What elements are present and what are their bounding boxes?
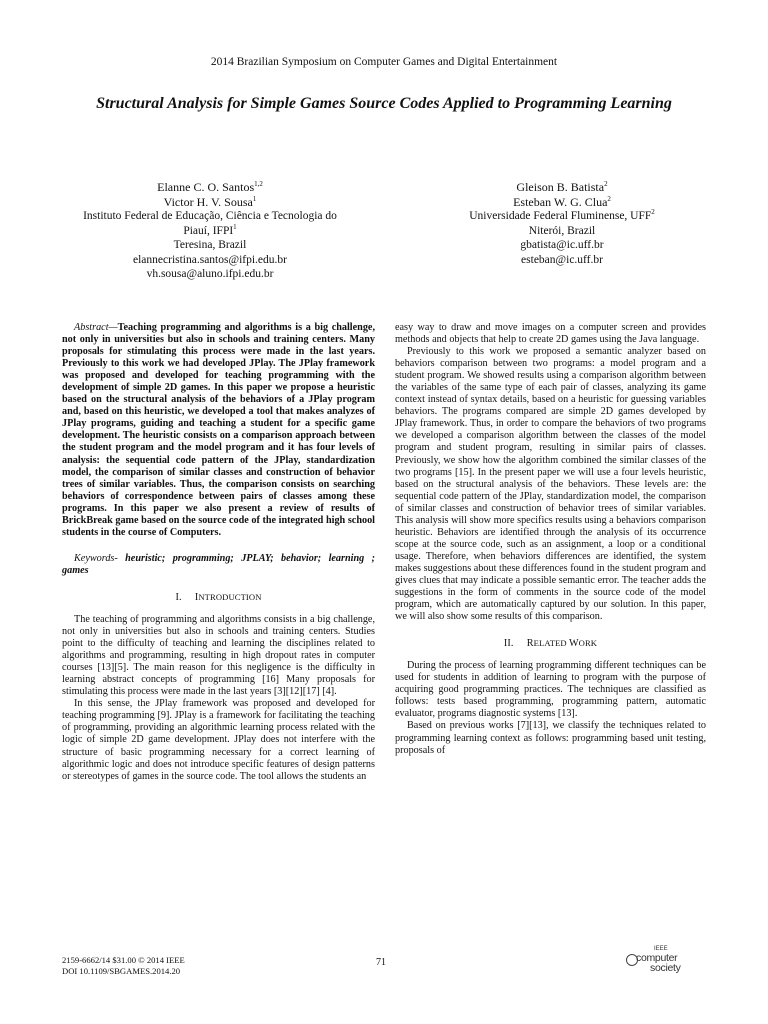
conference-header: 2014 Brazilian Symposium on Computer Games and Digital Entertainment	[210, 56, 558, 68]
page-number: 71	[376, 957, 386, 968]
body-paragraph: easy way to draw and move images on a computer screen and provides methods and objects that help to create 2D games using the Java language.	[395, 322, 706, 346]
keywords	[62, 553, 375, 577]
footer-copyright: 2159-6662/14 $31.00 © 2014 IEEE DOI 10.1109/SBGAMES.2014.20	[62, 955, 185, 976]
paper-title: Structural Analysis for Simple Games Source Codes Applied to Programming Learning	[96, 95, 672, 112]
author-name: Esteban W. G. Clua$^2$	[513, 194, 611, 209]
author-name: Victor H. V. Sousa$^1$	[163, 194, 257, 209]
abstract-label: Abstract—	[74, 322, 118, 333]
related-paragraph: During the process of learning programming different techniques can be used for students in addition of learning to program with the purpose of acquiring good programming practices. The techniques are classified as follows: tests based programming, programming pattern, automatic evaluator, programs diagnostic systems [13].	[395, 660, 706, 720]
authors-right	[412, 180, 712, 267]
author-email: esteban@ic.uff.br	[521, 253, 603, 266]
author-email: vh.sousa@aluno.ifpi.edu.br	[146, 268, 274, 280]
intro-paragraph: In this sense, the JPlay framework was proposed and developed for teaching programming [9]. JPlay is a framework for facilitating the teaching of programming, providing an algorithmic learning process related with the logic of simple 2D game development. JPlay does not interfere with the structure of basic programming necessary for a correct learning of algorithmic logic and does not introduce specific features of design patterns or stereotypes of games in the source code. The tool allows the students an	[62, 698, 375, 782]
related-paragraph: Based on previous works [7][13], we classify the techniques related to programming learning context as follows: programming based unit testing, proposals of	[395, 720, 706, 756]
author-email: gbatista@ic.uff.br	[520, 239, 604, 251]
author-city: Niterói, Brazil	[528, 224, 596, 237]
author-affiliation: Instituto Federal de Educação, Ciência e Tecnologia do	[83, 210, 337, 222]
abstract-text: Teaching programming and algorithms is a big challenge, not only in universities but also in schools and training centers. Many proposals for stimulating this process were made in the last years. Previously to this work we had developed JPlay. The JPlay framework was proposed and developed for teaching programming with the development of simple 2D games. In this paper we propose a heuristic based on the structural analysis of the behaviors of a JPlay program and, based on this heuristic, we developed a tool that makes analyzes of JPlay programs, guiding and teaching a student for a specific game development. The heuristic consists on a comparison approach between the student program and the model program and it has four levels of analysis: the sequential code pattern of the JPlay, standardization model, the comparison of similar classes and construction of behavior trees of similar variables. Thus, the comparison consists on searching behaviors of correspondence between pairs of classes among these programs. In this paper we also present a review of results of BrickBreak game based on the source code of the integrated high school students in the course of Computers.	[62, 322, 375, 538]
right-column	[395, 322, 706, 757]
authors-left	[60, 180, 360, 282]
author-email: elannecristina.santos@ifpi.edu.br	[133, 253, 287, 266]
intro-paragraph: The teaching of programming and algorithms consists in a big challenge, not only in universities but also in schools and training centers. Studies point to the difficulty of teaching and learning the disciplines related to algorithms and programming, resulting in high dropout rates in computer courses [13][5]. The main reason for this negligence is the difficulty in learning abstract concepts of programming [16] Many proposals for stimulating this process were made in the last years [3][12][17] [4].	[62, 613, 375, 698]
author-name: Elanne C. O. Santos$^{1,2}$	[157, 180, 263, 194]
body-paragraph: Previously to this work we proposed a semantic analyzer based on behaviors comparison between two programs: a model program and a student program. We showed results using a comparison algorithm between the variables of the same type of each pair of classes, analyzing its game context instead of syntax details, based on a heuristic for guessing variables behaviors. The programs compared are simple 2D games developed by JPlay framework. Thus, in order to compare the behaviors of two programs we developed a comparison algorithm between the classes of the model program and student program, resulting in similar pairs of classes. Previously, we show how the algorithm combined the similar classes of the two programs [15]. In the present paper we will use a four levels heuristic, based on the structural analysis of the behaviors. These levels are: the sequential code pattern of the JPlay, standardization model, the comparison of similar classes and construction of behavior trees of similar variables. This analysis will show more specifics results using a behaviors comparison heuristic. Behaviors are identified through the analysis of its occurrence scope at the source code, such as an assignment, a loop or a conditional usage. Therefore, when behaviors differences are identified, the system makes suggestions about these differences found in the student program and gives clues that may indicate a possible semantic error. The teacher adds the suggestions in the form of comments in the source code of the model program, which are automatically captured by our solution. In this paper, we will also show some results of this comparison.	[395, 346, 706, 623]
keywords-label: Keywords-	[74, 552, 118, 564]
author-affiliation: Universidade Federal Fluminense, UFF$^2$	[469, 208, 655, 222]
computer-society-logo: IEEE computer society	[624, 946, 704, 976]
keywords-text: heuristic; programming; JPLAY; behavior; learning ; games	[62, 552, 375, 576]
author-city: Teresina, Brazil	[173, 239, 247, 251]
abstract	[62, 322, 375, 539]
section-heading-introduction: I. INTRODUCTION	[175, 591, 262, 603]
section-heading-related-work: II. RELATED WORK	[503, 638, 598, 650]
author-name: Gleison B. Batista$^2$	[516, 180, 608, 194]
left-column	[62, 322, 375, 783]
author-affiliation: Piauí, IFPI$^1$	[183, 222, 237, 237]
